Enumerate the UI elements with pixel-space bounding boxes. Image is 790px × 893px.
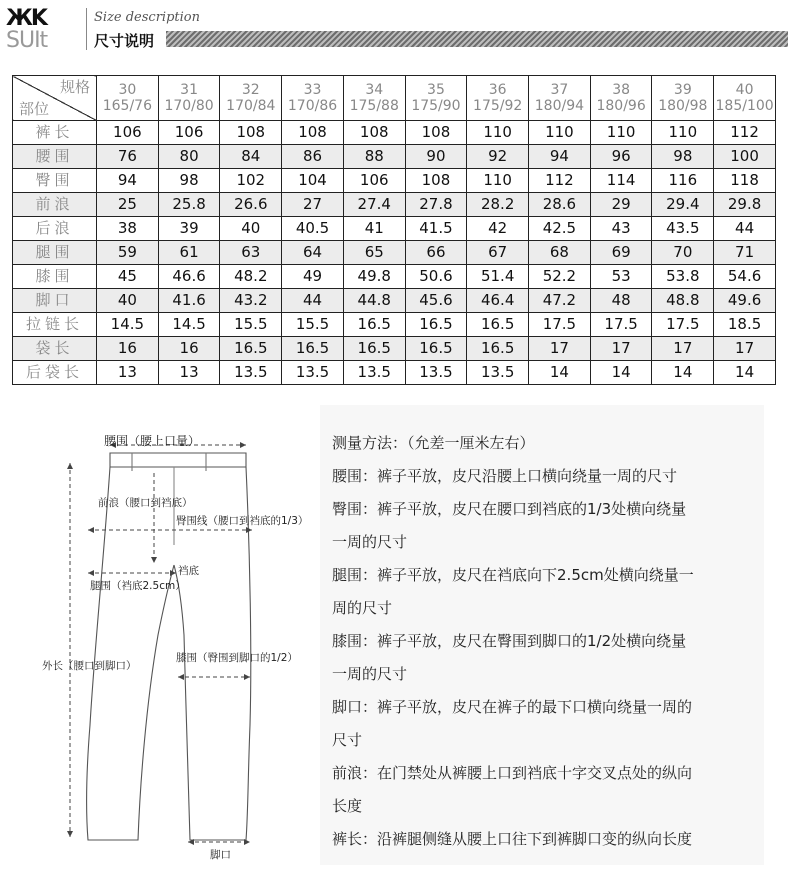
label-knee: 膝围（臀围到脚口的1/2） (176, 652, 298, 664)
table-cell: 104 (282, 169, 344, 193)
table-cell: 29 (590, 193, 652, 217)
size-column-header (714, 76, 776, 121)
table-cell: 106 (158, 121, 220, 145)
table-cell: 114 (590, 169, 652, 193)
table-cell: 53 (590, 265, 652, 289)
table-cell: 27 (282, 193, 344, 217)
method-line-5: 腿围：裤子平放，皮尺在裆底向下2.5cm处横向绕量一 (332, 566, 694, 584)
table-cell: 108 (282, 121, 344, 145)
row-label: 臀围 (13, 169, 97, 193)
size-number: 36 (488, 82, 507, 98)
size-spec: 175/90 (411, 98, 461, 114)
size-number: 30 (118, 82, 137, 98)
table-row (13, 145, 776, 169)
header-stripe-bar (166, 31, 788, 47)
table-cell: 14 (590, 361, 652, 385)
size-spec: 165/76 (102, 98, 152, 114)
table-cell: 14 (652, 361, 714, 385)
row-label: 袋长 (13, 337, 97, 361)
label-hem: 脚口 (210, 849, 231, 861)
size-number: 31 (180, 82, 198, 98)
table-cell: 42 (467, 217, 529, 241)
table-cell: 102 (220, 169, 282, 193)
label-thigh: 腿围（裆底2.5cm） (90, 580, 186, 592)
table-cell: 45 (97, 265, 159, 289)
table-cell: 100 (714, 145, 776, 169)
table-cell: 46.4 (467, 289, 529, 313)
table-cell: 65 (343, 241, 405, 265)
table-cell: 16.5 (343, 337, 405, 361)
table-cell: 15.5 (220, 313, 282, 337)
table-cell: 40 (220, 217, 282, 241)
left-leg-outline (87, 467, 174, 840)
table-cell: 43.5 (652, 217, 714, 241)
table-row (13, 121, 776, 145)
table-cell: 17.5 (529, 313, 591, 337)
table-cell: 40 (97, 289, 159, 313)
table-cell: 13 (97, 361, 159, 385)
size-spec: 175/88 (349, 98, 399, 114)
header-divider (86, 8, 87, 50)
label-outseam: 外长（腰口到脚口） (42, 660, 137, 672)
row-label: 腰围 (13, 145, 97, 169)
table-cell: 98 (158, 169, 220, 193)
table-cell: 49.6 (714, 289, 776, 313)
table-cell: 110 (652, 121, 714, 145)
size-number: 33 (303, 82, 322, 98)
table-cell: 13.5 (282, 361, 344, 385)
row-label: 腿围 (13, 241, 97, 265)
table-cell: 44.8 (343, 289, 405, 313)
table-row (13, 169, 776, 193)
row-label: 前浪 (13, 193, 97, 217)
table-cell: 17.5 (652, 313, 714, 337)
table-cell: 108 (405, 169, 467, 193)
table-row (13, 265, 776, 289)
table-cell: 110 (467, 121, 529, 145)
size-spec: 170/84 (226, 98, 276, 114)
method-line-1: 测量方法：（允差一厘米左右） (332, 434, 535, 452)
table-cell: 110 (529, 121, 591, 145)
table-cell: 70 (652, 241, 714, 265)
size-spec: 180/96 (596, 98, 646, 114)
logo-bottom-text: SUIt (6, 28, 48, 53)
row-label: 后袋长 (13, 361, 97, 385)
size-number: 38 (612, 82, 631, 98)
table-cell: 13.5 (405, 361, 467, 385)
corner-part-label: 部位 (19, 100, 50, 118)
table-cell: 67 (467, 241, 529, 265)
table-cell: 16 (158, 337, 220, 361)
table-cell: 18.5 (714, 313, 776, 337)
table-cell: 17 (590, 337, 652, 361)
table-cell: 51.4 (467, 265, 529, 289)
size-number: 37 (550, 82, 569, 98)
table-cell: 64 (282, 241, 344, 265)
size-column-header (97, 76, 159, 121)
label-front-rise: 前浪（腰口到裆底） (98, 497, 193, 509)
table-cell: 13.5 (467, 361, 529, 385)
table-cell: 54.6 (714, 265, 776, 289)
table-row (13, 193, 776, 217)
table-cell: 61 (158, 241, 220, 265)
size-column-header (590, 76, 652, 121)
table-cell: 14 (714, 361, 776, 385)
measurement-method-panel (320, 405, 764, 865)
table-cell: 94 (97, 169, 159, 193)
table-cell: 47.2 (529, 289, 591, 313)
table-cell: 112 (714, 121, 776, 145)
table-cell: 76 (97, 145, 159, 169)
method-line-13: 裤长：沿裤腿侧缝从腰上口往下到裤脚口变的纵向长度 (332, 830, 693, 848)
table-cell: 25 (97, 193, 159, 217)
table-cell: 16.5 (467, 313, 529, 337)
row-label: 脚口 (13, 289, 97, 313)
table-cell: 71 (714, 241, 776, 265)
table-cell: 80 (158, 145, 220, 169)
table-cell: 29.4 (652, 193, 714, 217)
table-cell: 16.5 (220, 337, 282, 361)
table-cell: 14 (529, 361, 591, 385)
size-table (12, 75, 776, 385)
size-spec: 170/80 (164, 98, 214, 114)
table-cell: 66 (405, 241, 467, 265)
title-english: Size description (94, 10, 200, 25)
table-row (13, 241, 776, 265)
method-line-9: 脚口：裤子平放，皮尺在裤子的最下口横向绕量一周的 (332, 698, 693, 716)
size-column-header (405, 76, 467, 121)
table-cell: 16 (97, 337, 159, 361)
table-cell: 110 (590, 121, 652, 145)
size-column-header (467, 76, 529, 121)
size-spec: 170/86 (287, 98, 338, 114)
table-cell: 90 (405, 145, 467, 169)
table-cell: 68 (529, 241, 591, 265)
table-cell: 110 (467, 169, 529, 193)
table-cell: 92 (467, 145, 529, 169)
method-line-2: 腰围：裤子平放，皮尺沿腰上口横向绕量一周的尺寸 (332, 467, 678, 485)
table-cell: 38 (97, 217, 159, 241)
size-column-header (529, 76, 591, 121)
table-cell: 46.6 (158, 265, 220, 289)
method-line-12: 长度 (332, 797, 363, 815)
method-line-6: 周的尺寸 (332, 599, 393, 617)
table-cell: 40.5 (282, 217, 344, 241)
table-cell: 84 (220, 145, 282, 169)
table-cell: 108 (405, 121, 467, 145)
size-spec: 180/94 (534, 98, 585, 114)
pants-diagram (28, 405, 318, 865)
method-line-11: 前浪：在门禁处从裤腰上口到裆底十字交叉点处的纵向 (332, 764, 693, 782)
label-waist: 腰围（腰上口量） (104, 434, 201, 448)
table-cell: 39 (158, 217, 220, 241)
size-column-header (652, 76, 714, 121)
table-cell: 108 (343, 121, 405, 145)
table-cell: 106 (97, 121, 159, 145)
table-row (13, 217, 776, 241)
table-row (13, 313, 776, 337)
size-number: 40 (735, 82, 754, 98)
table-cell: 27.8 (405, 193, 467, 217)
size-spec: 185/100 (715, 98, 774, 114)
table-cell: 41.5 (405, 217, 467, 241)
pants-outline-svg (28, 405, 318, 865)
size-spec: 175/92 (473, 98, 523, 114)
table-cell: 28.6 (529, 193, 591, 217)
table-cell: 53.8 (652, 265, 714, 289)
table-cell: 116 (652, 169, 714, 193)
table-cell: 59 (97, 241, 159, 265)
table-cell: 45.6 (405, 289, 467, 313)
page-title: 尺寸说明 (94, 32, 155, 50)
table-row (13, 289, 776, 313)
table-row (13, 361, 776, 385)
method-line-3: 臀围：裤子平放，皮尺在腰口到裆底的1/3处横向绕量 (332, 500, 687, 518)
table-cell: 17 (652, 337, 714, 361)
table-cell: 43.2 (220, 289, 282, 313)
table-cell: 16.5 (405, 337, 467, 361)
table-cell: 42.5 (529, 217, 591, 241)
method-line-4: 一周的尺寸 (332, 533, 408, 551)
table-cell: 17 (529, 337, 591, 361)
table-cell: 52.2 (529, 265, 591, 289)
table-cell: 50.6 (405, 265, 467, 289)
row-label: 膝围 (13, 265, 97, 289)
table-cell: 108 (220, 121, 282, 145)
size-number: 35 (427, 82, 445, 98)
size-column-header (282, 76, 344, 121)
waistband-outline (110, 453, 246, 467)
label-hip-line: 臀围线（腰口到裆底的1/3） (176, 515, 309, 527)
size-table-container (12, 75, 778, 385)
size-number: 34 (365, 82, 384, 98)
method-line-8: 一周的尺寸 (332, 665, 408, 683)
table-cell: 49 (282, 265, 344, 289)
table-cell: 16.5 (405, 313, 467, 337)
table-cell: 96 (590, 145, 652, 169)
table-row (13, 337, 776, 361)
table-cell: 48 (590, 289, 652, 313)
row-label: 拉链长 (13, 313, 97, 337)
table-cell: 48.8 (652, 289, 714, 313)
method-line-7: 膝围：裤子平放，皮尺在臀围到脚口的1/2处横向绕量 (332, 632, 687, 650)
table-cell: 44 (282, 289, 344, 313)
table-header-row (13, 76, 776, 121)
table-cell: 27.4 (343, 193, 405, 217)
size-number: 32 (241, 82, 260, 98)
label-crotch: 裆底 (178, 565, 199, 577)
table-cell: 16.5 (343, 313, 405, 337)
size-column-header (158, 76, 220, 121)
page-header (0, 0, 790, 60)
table-cell: 112 (529, 169, 591, 193)
size-spec: 180/98 (658, 98, 708, 114)
corner-spec-label: 规格 (59, 78, 90, 96)
table-cell: 17 (714, 337, 776, 361)
logo-top-text: ЖK (6, 6, 46, 31)
table-cell: 28.2 (467, 193, 529, 217)
table-cell: 14.5 (97, 313, 159, 337)
table-cell: 16.5 (282, 337, 344, 361)
size-column-header (220, 76, 282, 121)
table-cell: 118 (714, 169, 776, 193)
row-label: 裤长 (13, 121, 97, 145)
table-cell: 26.6 (220, 193, 282, 217)
brand-logo (6, 8, 66, 54)
table-cell: 16.5 (467, 337, 529, 361)
table-cell: 69 (590, 241, 652, 265)
table-cell: 106 (343, 169, 405, 193)
table-cell: 41.6 (158, 289, 220, 313)
table-cell: 44 (714, 217, 776, 241)
size-column-header (343, 76, 405, 121)
table-cell: 17.5 (590, 313, 652, 337)
method-line-10: 尺寸 (332, 731, 363, 749)
table-cell: 88 (343, 145, 405, 169)
table-cell: 13.5 (343, 361, 405, 385)
table-cell: 41 (343, 217, 405, 241)
table-corner-cell (13, 76, 97, 121)
table-cell: 94 (529, 145, 591, 169)
table-cell: 15.5 (282, 313, 344, 337)
table-cell: 14.5 (158, 313, 220, 337)
table-cell: 25.8 (158, 193, 220, 217)
table-cell: 29.8 (714, 193, 776, 217)
table-cell: 98 (652, 145, 714, 169)
table-cell: 48.2 (220, 265, 282, 289)
table-cell: 63 (220, 241, 282, 265)
table-cell: 13.5 (220, 361, 282, 385)
table-cell: 49.8 (343, 265, 405, 289)
table-cell: 86 (282, 145, 344, 169)
row-label: 后浪 (13, 217, 97, 241)
table-cell: 43 (590, 217, 652, 241)
table-cell: 13 (158, 361, 220, 385)
size-number: 39 (673, 82, 692, 98)
